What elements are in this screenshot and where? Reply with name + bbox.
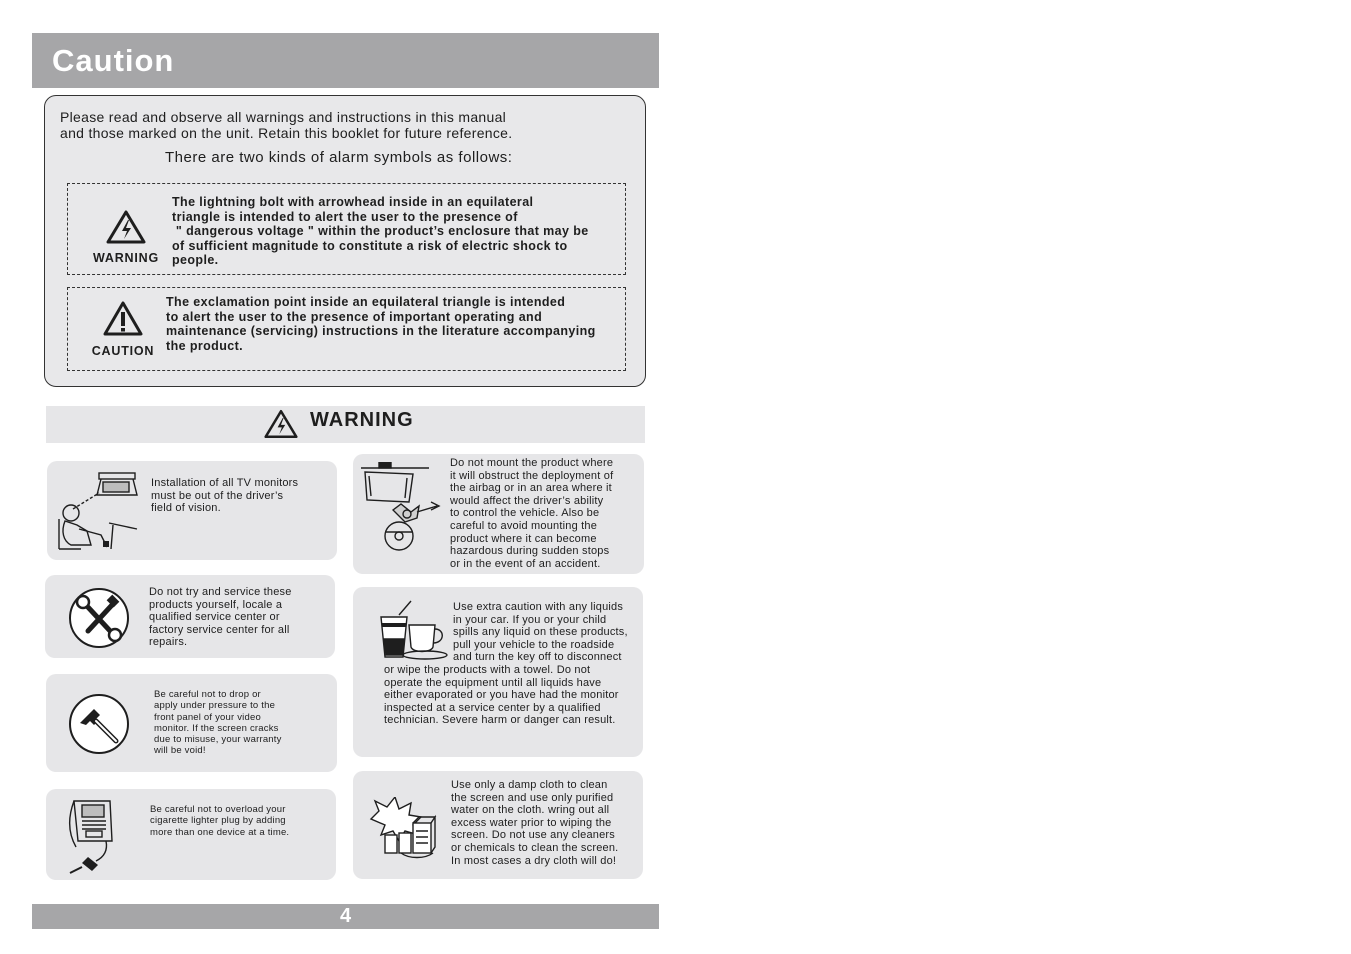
card-text-line: it will obstruct the deployment of	[450, 469, 614, 482]
warning-section-header	[46, 406, 645, 443]
card-text-line: Do not try and service these	[149, 586, 292, 598]
airbag-icon	[359, 462, 445, 552]
page-title: Caution	[52, 43, 175, 78]
symbol-text-line: to alert the user to the presence of important operating and	[166, 309, 543, 324]
lightning-triangle-icon	[106, 210, 146, 244]
warning-section-title: WARNING	[310, 409, 414, 431]
lighter-plug-icon	[66, 797, 138, 875]
card-text-line: or wipe the products with a towel. Do not	[384, 664, 591, 676]
card-text-line: due to misuse, your warranty	[154, 734, 282, 746]
warning-symbol	[90, 210, 162, 265]
card-text-line: Use only a damp cloth to clean	[451, 779, 608, 791]
symbol-text-line: " dangerous voltage " within the product’s enclosure that may be	[172, 224, 589, 238]
card-text-line: qualified service center or	[149, 611, 280, 624]
card-text-line: Be careful not to drop or	[154, 689, 261, 700]
warning-card	[353, 454, 644, 574]
card-text-line: to control the vehicle. Also be	[450, 507, 600, 520]
card-text-line: operate the equipment until all liquids have	[384, 676, 602, 689]
card-text-line: the screen and use only purified	[451, 791, 614, 804]
card-text-line: field of vision.	[151, 502, 221, 515]
card-text-line: factory service center for all	[149, 623, 290, 636]
page-header	[32, 33, 659, 88]
card-text-line: pull your vehicle to the roadside	[453, 638, 615, 651]
cleaners-icon	[369, 797, 437, 859]
symbol-text-line: maintenance (servicing) instructions in the literature accompanying	[166, 324, 596, 338]
symbol-text-line: of sufficient magnitude to constitute a risk of electric shock to	[172, 238, 568, 253]
card-text-line: screen. Do not use any cleaners	[451, 829, 615, 842]
warning-card	[353, 587, 643, 757]
card-text-line: more than one device at a time.	[150, 826, 290, 838]
card-text-line: In most cases a dry cloth will do!	[451, 854, 617, 867]
card-text	[150, 804, 289, 838]
intro-line: Please read and observe all warnings and instructions in this manual	[60, 109, 507, 125]
card-text-line: would affect the driver’s ability	[450, 494, 604, 507]
no-service-tools-icon	[68, 587, 130, 649]
card-text-line: products yourself, locale a	[149, 598, 283, 611]
symbol-label: WARNING	[92, 251, 159, 265]
card-text-line: or in the event of an accident.	[450, 557, 601, 570]
symbol-text-line: The lightning bolt with arrowhead inside in an equilateral	[172, 195, 534, 209]
card-text	[384, 664, 619, 727]
symbol-text-line: people.	[172, 253, 219, 267]
card-text-line: hazardous during sudden stops	[450, 545, 610, 558]
card-text-line: or chemicals to clean the screen.	[451, 841, 619, 854]
warning-card	[45, 575, 335, 658]
page-footer	[32, 904, 659, 929]
hammer-icon	[68, 693, 130, 755]
intro-line: and those marked on the unit. Retain this booklet for future reference.	[60, 125, 513, 141]
card-text-line: product where it can become	[450, 532, 597, 545]
card-text-line: technician. Severe harm or danger can result.	[384, 714, 616, 727]
card-text-line: cigarette lighter plug by adding	[150, 815, 286, 827]
card-text	[149, 586, 292, 649]
card-text-line: either evaporated or you have had the monitor	[384, 689, 619, 702]
card-text	[151, 477, 298, 515]
card-text-line: inspected at a service center by a qualified	[384, 701, 601, 714]
intro-text	[60, 109, 512, 141]
symbol-text-line: the product.	[166, 338, 244, 353]
card-text-line: spills any liquid on these products,	[453, 626, 628, 639]
symbol-label: CAUTION	[91, 344, 155, 358]
card-text	[450, 457, 613, 570]
card-text-line: will be void!	[154, 745, 206, 757]
card-text	[154, 689, 282, 757]
symbol-description	[172, 195, 589, 268]
card-text-line: the airbag or in an area where it	[450, 482, 612, 495]
card-text-line: and turn the key off to disconnect	[453, 651, 622, 664]
card-text-line: excess water prior to wiping the	[451, 816, 612, 829]
warning-card	[46, 789, 336, 880]
card-text-line: Be careful not to overload your	[150, 804, 286, 815]
page-number: 4	[339, 905, 352, 927]
symbol-text-line: The exclamation point inside an equilateral triangle is intended	[166, 295, 566, 309]
card-text-line: in your car. If you or your child	[453, 613, 607, 626]
card-text	[453, 601, 628, 664]
warning-symbol-box	[67, 183, 626, 275]
card-text-line: repairs.	[149, 636, 188, 649]
card-text-line: careful to avoid mounting the	[450, 519, 598, 532]
warning-card	[46, 674, 337, 772]
symbols-heading: There are two kinds of alarm symbols as follows:	[165, 149, 513, 166]
exclamation-triangle-icon	[103, 301, 143, 337]
card-text-line: Use extra caution with any liquids	[453, 601, 624, 613]
caution-symbol-box	[67, 287, 626, 371]
card-text-line: apply under pressure to the	[154, 700, 276, 712]
liquids-cups-icon	[377, 599, 451, 661]
card-text-line: Do not mount the product where	[450, 457, 614, 469]
card-text	[451, 779, 618, 867]
card-text-line: front panel of your video	[154, 711, 261, 723]
caution-symbol	[87, 301, 159, 358]
lightning-triangle-icon	[264, 409, 298, 439]
warning-card	[47, 461, 337, 560]
driver-monitor-icon	[57, 469, 141, 551]
card-text-line: Installation of all TV monitors	[151, 477, 299, 489]
card-text-line: water on the cloth. wring out all	[451, 804, 610, 817]
card-text-line: must be out of the driver’s	[151, 489, 284, 502]
symbol-text-line: triangle is intended to alert the user to the presence of	[172, 209, 518, 224]
card-text-line: monitor. If the screen cracks	[154, 722, 279, 734]
warning-card	[353, 771, 643, 879]
symbol-description	[166, 295, 596, 353]
intro-box	[44, 95, 646, 387]
